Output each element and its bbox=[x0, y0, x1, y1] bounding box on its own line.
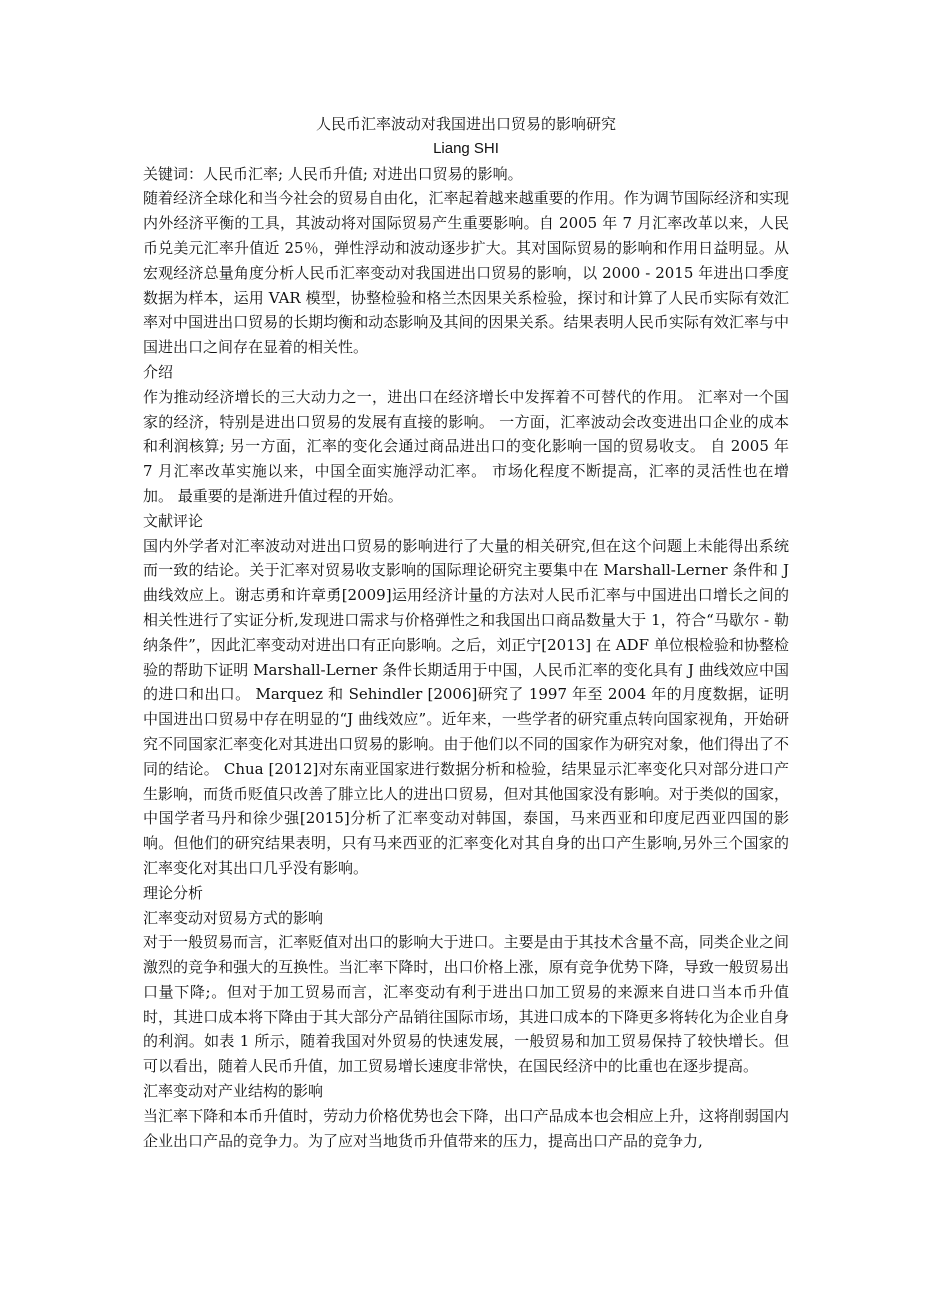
theory-analysis-heading: 理论分析 bbox=[143, 883, 204, 902]
literature-review-heading: 文献评论 bbox=[143, 511, 204, 530]
intro-paragraph: 作为推动经济增长的三大动力之一，进出口在经济增长中发挥着不可替代的作用。 汇率对一个国家的经济，特别是进出口贸易的发展有直接的影响。 一方面，汇率波动会改变进出口企业的成本和利润核算; 另一方面，汇率的变化会通过商品进出口的变化影响一国的贸易收支。 自 2005 年 7 月汇率改革实施以来，中国全面实施浮动汇率。 市场化程度不断提高，汇率的灵活性也在增加。 最重要的是渐进升值过程的开始。 bbox=[143, 387, 789, 505]
industry-structure-subheading: 汇率变动对产业结构的影响 bbox=[143, 1082, 324, 1101]
document-title: 人民币汇率波动对我国进出口贸易的影响研究 bbox=[315, 115, 616, 133]
trade-mode-paragraph: 对于一般贸易而言，汇率贬值对出口的影响大于进口。主要是由于其技术含量不高，同类企业之间激烈的竞争和强大的互换性。当汇率下降时，出口价格上涨，原有竞争优势下降，导致一般贸易出口量下降;。但对于加工贸易而言，汇率变动有利于进出口加工贸易的来源来自进口当本币升值时，其进口成本将下降由于其大部分产品销往国际市场，其进口成本的下降更多将转化为企业自身的利润。如表 1 所示，随着我国对外贸易的快速发展，一般贸易和加工贸易保持了较快增长。但可以看出，随着人民币升值，加工贸易增长速度非常快，在国民经济中的比重也在逐步提高。 bbox=[143, 933, 789, 1076]
document-page bbox=[143, 112, 789, 1153]
intro-heading: 介绍 bbox=[143, 362, 174, 381]
trade-mode-subheading: 汇率变动对贸易方式的影响 bbox=[143, 908, 324, 927]
literature-review-paragraph: 国内外学者对汇率波动对进出口贸易的影响进行了大量的相关研究,但在这个问题上未能得出系统而一致的结论。关于汇率对贸易收支影响的国际理论研究主要集中在 Marshall-Lerner 条件和 J 曲线效应上。谢志勇和许章勇[2009]运用经济计量的方法对人民币汇率与中国进出口增长之间的相关性进行了实证分析,发现进口需求与价格弹性之和我国出口商品数量大于 1，符合“马歇尔 - 勒纳条件”，因此汇率变动对进出口有正向影响。之后，刘正宁[2013] 在 ADF 单位根检验和协整检验的帮助下证明 Marshall-Lerner 条件长期适用于中国，人民币汇率的变化具有 J 曲线效应中国的进口和出口。 Marquez 和 Sehindler [2006]研究了 1997 年至 2004 年的月度数据，证明中国进出口贸易中存在明显的“J 曲线效应”。近年来，一些学者的研究重点转向国家视角，开始研究不同国家汇率变化对其进出口贸易的影响。由于他们以不同的国家作为研究对象，他们得出了不同的结论。 Chua [2012]对东南亚国家进行数据分析和检验，结果显示汇率变化只对部分进口产生影响，而货币贬值只改善了腓立比人的进出口贸易，但对其他国家没有影响。对于类似的国家，中国学者马丹和徐少强[2015]分析了汇率变动对韩国，泰国，马来西亚和印度尼西亚四国的影响。但他们的研究结果表明，只有马来西亚的汇率变化对其自身的出口产生影响,另外三个国家的汇率变化对其出口几乎没有影响。 bbox=[143, 536, 789, 877]
industry-structure-paragraph: 当汇率下降和本币升值时，劳动力价格优势也会下降，出口产品成本也会相应上升，这将削弱国内企业出口产品的竞争力。为了应对当地货币升值带来的压力，提高出口产品的竞争力, bbox=[143, 1106, 789, 1150]
keywords-line: 关键词：人民币汇率; 人民币升值; 对进出口贸易的影响。 bbox=[143, 164, 523, 183]
author-name: Liang SHI bbox=[433, 139, 499, 157]
abstract-paragraph: 随着经济全球化和当今社会的贸易自由化，汇率起着越来越重要的作用。作为调节国际经济和实现内外经济平衡的工具，其波动将对国际贸易产生重要影响。自 2005 年 7 月汇率改革以来，人民币兑美元汇率升值近 25％，弹性浮动和波动逐步扩大。其对国际贸易的影响和作用日益明显。从宏观经济总量角度分析人民币汇率变动对我国进出口贸易的影响，以 2000 - 2015 年进出口季度数据为样本，运用 VAR 模型，协整检验和格兰杰因果关系检验，探讨和计算了人民币实际有效汇率对中国进出口贸易的长期均衡和动态影响及其间的因果关系。结果表明人民币实际有效汇率与中国进出口之间存在显着的相关性。 bbox=[143, 189, 789, 357]
